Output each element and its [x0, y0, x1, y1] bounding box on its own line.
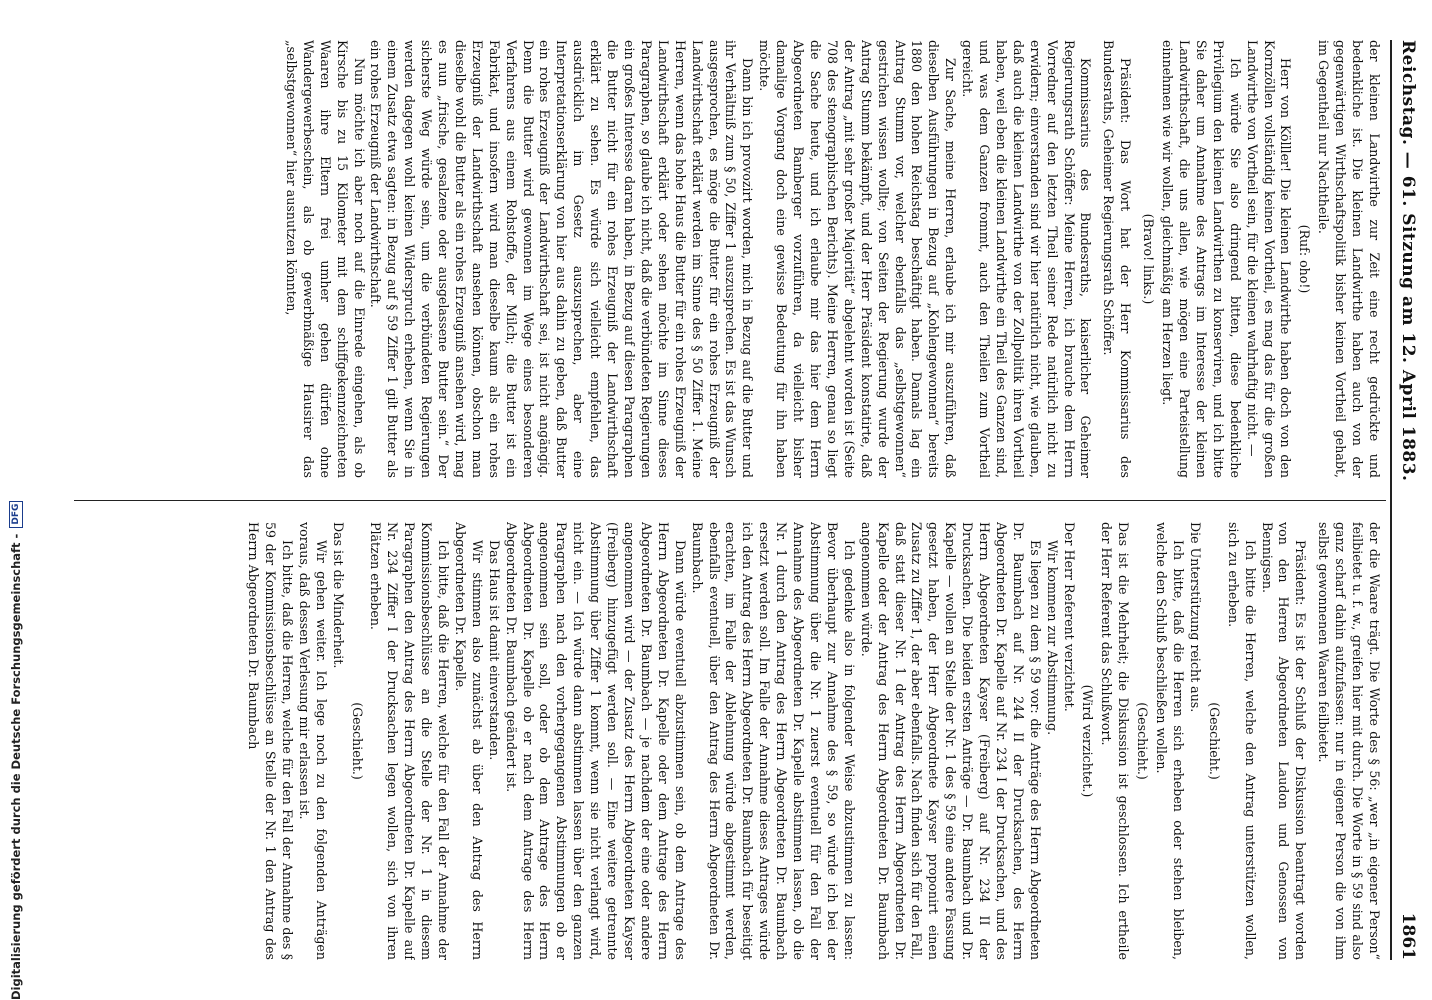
- footer-text: Digitalisierung gefördert durch die Deutsche Forschungsgemeinschaft -: [9, 533, 23, 1000]
- paragraph: Ich gedenke also in folgender Weise abzustimmen zu lassen: Bevor überhaupt zur Annahme des § 59, so würde ich bei der Abstimmung über die Nr. 1 zuerst eventuell für den Fall der Annahme des Abgeordneten Dr. Kapelle abstimmen lassen, ob die Nr. 1 durch den Antrag des Herrn Abgeordneten Dr. Baumbach ersetzt werden soll. Im Falle der Annahme dieses Antrages würde ich den Antrag des Herrn Abgeordneten Dr. Baumbach für beseitigt erachten, im Falle der Ablehnung würde abgestimmt werden, ebenfalls eventuell, über den Antrag des Herrn Abgeordneten Dr. Baumbach.: [689, 522, 857, 960]
- paragraph: Ich bitte die Herren, welche den Antrag unterstützen wollen, sich zu erheben.: [1225, 522, 1258, 960]
- header-rule: [1390, 40, 1392, 960]
- interjection: (Wird verzichtet.): [1080, 684, 1096, 798]
- page-header: [1398, 40, 1418, 960]
- paragraph: Wir gehen weiter. Ich lege noch zu den folgenden Anträgen voraus, daß dessen Verlesung mir erlassen ist.: [296, 522, 329, 960]
- right-column: [77, 522, 1382, 960]
- speaker-paragraph: Präsident: Das Wort hat der Herr Kommissarius des Bundesraths, Geheimer Regierungsrath Schöffer.: [1101, 40, 1134, 478]
- paragraph: Wir stimmen also zunächst ab über den Antrag des Herrn Abgeordneten Dr. Kapelle.: [452, 522, 485, 960]
- interjection: (Geschieht.): [1135, 702, 1151, 780]
- page-number: 1861: [1398, 912, 1418, 960]
- digitization-footer: [4, 0, 28, 1000]
- paragraph: Es liegen zu dem § 59 vor: die Anträge des Herrn Abgeordneten Dr. Baumbach auf Nr. 244 II der Drucksachen, des Herrn Abgeordneten Dr. Kapelle auf Nr. 234 I der Drucksachen, und des Herrn Abgeordneten Kayser (Freiberg) auf Nr. 234 II der Drucksachen. Die beiden ersten Anträge — Dr. Baumbach und Dr. Kapelle — wollen an Stelle der Nr. 1 des § 59 eine andere Fassung gesetzt haben, der Herr Abgeordnete Kayser proponirt einen Zusatz zu Ziffer 1, der aber ebenfalls. Nach finden sich für den Fall, daß statt dieser Nr. 1 der Antrag des Herrn Abgeordneten Dr. Kapelle oder der Antrag des Herrn Abgeordneten Dr. Baumbach angenommen würde.: [858, 522, 1043, 960]
- speaker-paragraph: Präsident: Es ist der Schluß der Diskussion beantragt worden von den Herren Abgeordneten Laudon und Genossen von Bennigsen.: [1259, 522, 1309, 960]
- page-title: Reichstag. — 61. Sitzung am 12. April 1883.: [1398, 40, 1418, 482]
- speaker-paragraph: Kommissarius des Bundesraths, kaiserlicher Geheimer Regierungsrath Schöffer: Meine Herren, ich brauche dem Herrn Vorredner auf den letzten Theil seiner Rede natürlich nicht zu erwidern; einverstanden sind wir hier natürlich nicht, wie glauben, daß auch die kleinen Landwirthe von der Zollpolitik ihren Vortheil haben, weil eben die kleinen Landwirthe ein Theil des Ganzen sind, und was dem Ganzen frommt, auch den Theilen zum Vortheil gereicht.: [960, 40, 1094, 478]
- paragraph: Das ist die Minderheit.: [330, 522, 346, 669]
- paragraph: Herr von Kölller! Die kleinen Landwirthe haben doch von den Kornzöllen vollständig keinen Vortheil, es mag das für die großen Landwirthe von Vortheil sein, für die kleinen wahrhaftig nicht. —: [1244, 40, 1294, 478]
- paragraph: Ich bitte, daß die Herren, welche für den Fall der Annahme des § 59 der Kommissionsbeschlüsse an Stelle der Nr. 1 den Antrag des Herrn Abgeordneten Dr. Baumbach: [246, 522, 295, 960]
- paragraph: Der Herr Referent verzichtet.: [1061, 522, 1077, 712]
- interjection: (Geschieht.): [1206, 702, 1222, 780]
- left-column: [77, 40, 1382, 478]
- paragraph: Ich bitte, daß die Herren, welche für den Fall der Annahme der Kommissionsbeschlüsse an die Stelle der Nr. 1 in diesem Paragraphen den Antrag des Herrn Abgeordneten Dr. Kapelle auf Nr. 234 Ziffer I der Drucksachen legen wollen, sich von ihren Plätzen erheben.: [368, 522, 452, 960]
- paragraph: Das ist die Mehrheit; die Diskussion ist geschlossen. Ich ertheile der Herr Referent das Schlußwort.: [1099, 522, 1132, 960]
- interjection: (Geschieht.): [349, 702, 365, 780]
- dfg-logo-icon: DFG: [9, 501, 23, 528]
- paragraph: Das Haus ist damit einverstanden.: [486, 540, 502, 761]
- paragraph: Ich bitte, daß die Herren sich erheben oder stehen bleiben, welche den Schluß beschließen wollen.: [1154, 522, 1187, 960]
- interjection: (Ruf: oho!): [1297, 224, 1313, 294]
- paragraph: der die Waare trägt. Die Worte des § 56: „wer „in eigener Person“ feilbietet u. f. w., greifen hier mit durch. Die Worte in § 59 sind also ganz scharf dahin aufzufassen: nur in eigener Person die von ihm selbst gewonnenen Waaren feilbietet.: [1316, 522, 1382, 960]
- paragraph: Nun möchte ich aber noch auf die Einrede eingehen, als ob Kirsche bis zu 15 Kilometer mit dem schiffgekennzeichneten Waaren ihre Eltern frei umher gehen dürfen ohne Wandergewerbeschein, als ob gewerbmäßige Hausirer das „selbstgewonnen“ hier ausnutzen könnten,: [283, 40, 367, 478]
- paragraph: Dann bin ich provozirt worden, mich in Bezug auf die Butter und ihr Verhältniß zum § 50, Ziffer 1 auszusprechen. Es ist das Wunsch ausgesprochen, es möge die Butter für ein rohes Erzeugniß der Landwirthschaft erklärt werden im Sinne des § 50 Ziffer 1. Meine Herren, wenn das hohe Haus die Butter für ein rohes Erzeugniß der Landwirthschaft erklärt oder sehen möchte im Sinne dieses Paragraphen, so glaube ich nicht, daß die verbündeten Regierungen ein großes Interesse daran haben, in Bezug auf diesen Paragraphen die Butter nicht für ein rohes Erzeugniß der Landwirthschaft erklärt zu sehen. Es würde sich vielleicht empfehlen, das ausdrücklich im Gesetz auszusprechen, aber eine Interpretationserklärung von hier aus dahin zu geben, daß Butter ein rohes Erzeugniß der Landwirthschaft sei, ist nicht angängig. Denn die Butter wird gewonnen im Wege eines besonderen Verfahrens aus einem Rohstoffe, der Milch; die Butter ist ein Fabrikat, und insofern wird man dieselbe kaum als ein rohes Erzeugniß der Landwirthschaft ansehen können, obschon man dieselbe wohl die Butter als ein rohes Erzeugniß ansehen wird, mag es nun „frische, gesalzene oder ausgelassene Butter sein.“ Der sicherste Weg würde sein, um die verbündeten Regierungen werden dagegen wohl keinen Widerspruch erheben, wenn Sie in einem Zusatz etwa sagten: in Bezug auf § 59 Ziffer 1 gilt Butter als ein rohes Erzeugniß der Landwirthschaft.: [368, 40, 756, 478]
- paragraph: Dann würde eventuell abzustimmen sein, ob dem Antrage des Herrn Abgeordneten Dr. Kapelle oder dem Antrage des Herrn Abgeordneten Dr. Baumbach — je nachdem der eine oder andere angenommen wird — der Zusatz des Herrn Abgeordneten Kayser (Freiberg) hinzugefügt werden soll. — Eine weitere getrennte Abstimmung über Ziffer 1 kommt, wenn sie nicht verlangt wird, nicht ein. — Ich würde dann abstimmen lassen über den ganzen Paragraphen nach den vorhergegangenen Abstimmungen ob er angenommen sein soll, oder ob dem Antrage des Herrn Abgeordneten Dr. Kapelle ob er nach dem Antrage des Herrn Abgeordneten Dr. Baumbach geändert ist.: [503, 522, 688, 960]
- paragraph: Zur Sache, meine Herren, erlaube ich mir auszuführen, daß dieselben Ausführungen in Bezug auf „Kohlengewonnen“ bereits 1880 den hohen Reichstag beschäftigt haben. Damals lag ein Antrag Stumm vor, welcher ebenfalls das „selbstgewonnen“ gestrichen wissen wollte; von Seiten der Regierung wurde der Antrag Stumm bekämpft, und der Herr Präsident konstatirte, daß der Antrag „mit sehr großer Majorität“ abgelehnt worden ist (Seite 708 des stenographischen Berichts). Meine Herren, genau so liegt die Sache heute, und ich erlaube mir das hier dem Herrn Abgeordneten Bamberger vorzuführen, da vielleicht bisher damalige Vorgang doch eine gewisse Bedeutung für ihn haben möchte.: [757, 40, 959, 478]
- column-divider: [74, 500, 1386, 501]
- interjection: (Bravo! links.): [1141, 213, 1157, 305]
- paragraph: Die Unterstützung reicht aus.: [1187, 522, 1203, 713]
- paragraph: Ich würde Sie also dringend bitten, diese bedenkliche Privilegium den kleinen Landwirthen zu konserviren, und ich bitte Sie daher um Annahme des Antrags im Interesse der kleinen Landwirthschaft, die uns allen, wie mögen eine Parteistellung einnehmen wie wir wollen, gleichmäßig am Herzen liegt.: [1160, 40, 1243, 478]
- paragraph: der kleinen Landwirthe zur Zeit eine recht gedrückte und bedenkliche ist. Die kleinen Landwirthe haben auch von der gegenwärtigen Wirthschaftspolitik bisher keinen Vortheil gehabt, im Gegentheil nur Nachtheile.: [1316, 40, 1382, 478]
- paragraph: Wir kommen zur Abstimmung.: [1044, 540, 1060, 736]
